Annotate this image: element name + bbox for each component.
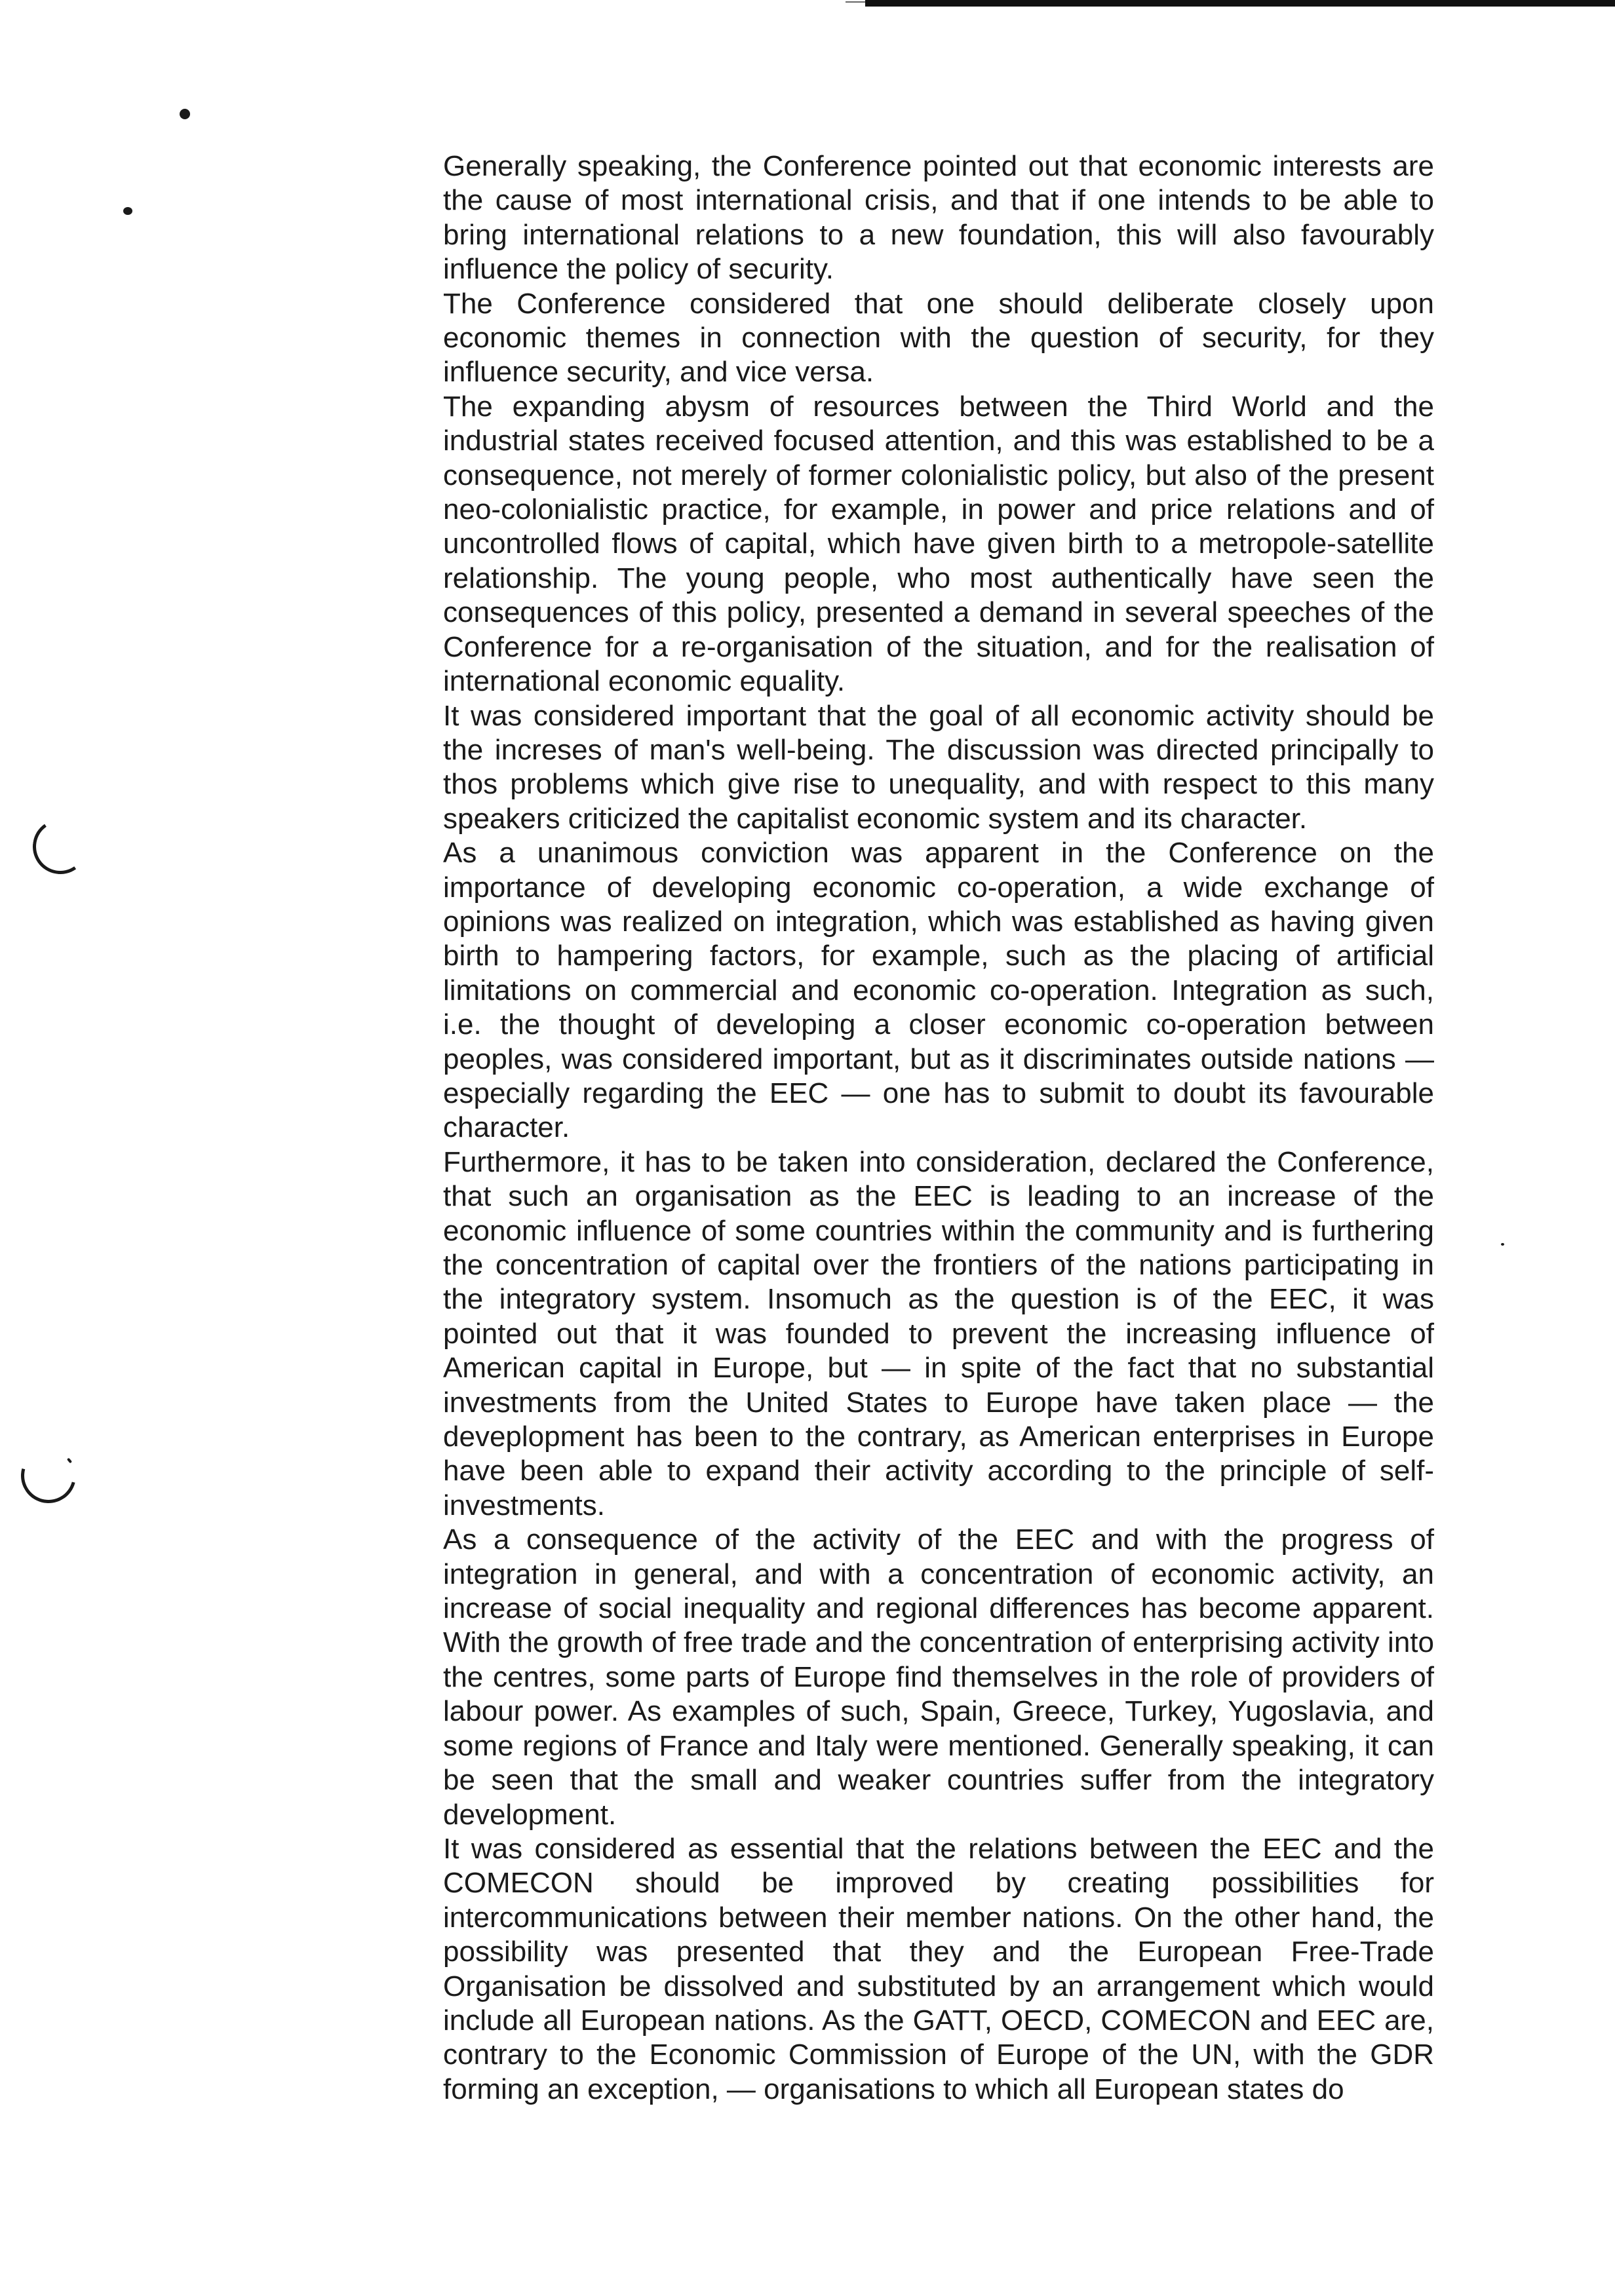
paragraph: It was considered as essential that the relations between the EEC and the COMECON should be improved by creating possibilities for intercommunications between their member nations. On the other hand, the possibility was presented that they and the European Free-Trade Organisation be dissolved and substituted by an arrangement which would include all European nations. As the GATT, OECD, COMECON and EEC are, contrary to the Economic Commission of Europe of the UN, with the GDR forming an exception, — organisations to which all European states do [443,1832,1434,2105]
punch-hole-mark [11,1438,87,1514]
scan-speck [180,109,190,119]
paragraph: Generally speaking, the Conference pointed out that economic interests are the cause of most international crisis, and that if one intends to be able to bring international relations to a new foundation, this will also favourably influence the policy of security. [443,150,1434,286]
paragraph: The Conference considered that one should deliberate closely upon economic themes in connection with the question of security, for they influence security, and vice versa. [443,287,1434,389]
paragraph: As a unanimous conviction was apparent in the Conference on the importance of developing economic co-operation, a wide exchange of opinions was realized on integration, which was established as having given birth to hampering factors, for example, such as the placing of artificial limitations on commercial and economic co-operation. Integration as such, i.e. the thought of developing a closer economic co-operation between peoples, was considered important, but as it discriminates outside nations — especially regarding the EEC — one has to submit to doubt its favourable character. [443,837,1434,1144]
document-body [443,149,1434,2107]
paragraph: It was considered important that the goal of all economic activity should be the increses of man's well-being. The discussion was directed principally to thos problems which give rise to unequality, and with respect to this many speakers criticized the capitalist economic system and its character. [443,699,1434,835]
scan-speck [123,207,132,215]
top-edge-line [865,0,1615,7]
punch-hole-mark [28,814,92,878]
scan-speck [1501,1243,1504,1246]
paragraph: As a consequence of the activity of the EEC and with the progress of integration in general, and with a concentration of economic activity, an increase of social inequality and regional differences has become apparent. With the growth of free trade and the concentration of enterprising activity into the centres, some parts of Europe find themselves in the role of providers of labour power. As examples of such, Spain, Greece, Turkey, Yugoslavia, and some regions of France and Italy were mentioned. Generally speaking, it can be seen that the small and weaker countries suffer from the integratory development. [443,1523,1434,1831]
paragraph: Furthermore, it has to be taken into consideration, declared the Conference, that such an organisation as the EEC is leading to an increase of the economic influence of some countries within the community and is furthering the concentration of capital over the frontiers of the nations participating in the integratory system. Insomuch as the question is of the EEC, it was pointed out that it was founded to prevent the increasing influence of American capital in Europe, but — in spite of the fact that no substantial investments from the United States to Europe have taken place — the deveplopment has been to the contrary, as American enterprises in Europe have been able to expand their activity according to the principle of self-investments. [443,1145,1434,1521]
paragraph: The expanding abysm of resources between the Third World and the industrial states received focused attention, and this was established to be a consequence, not merely of former colonialistic policy, but also of the present neo-colonialistic practice, for example, in power and price relations and of uncontrolled flows of capital, which have given birth to a metropole-satellite relationship. The young people, who most authentically have seen the consequences of this policy, presented a demand in several speeches of the Conference for a re-organisation of the situation, and for the realisation of international economic equality. [443,390,1434,698]
